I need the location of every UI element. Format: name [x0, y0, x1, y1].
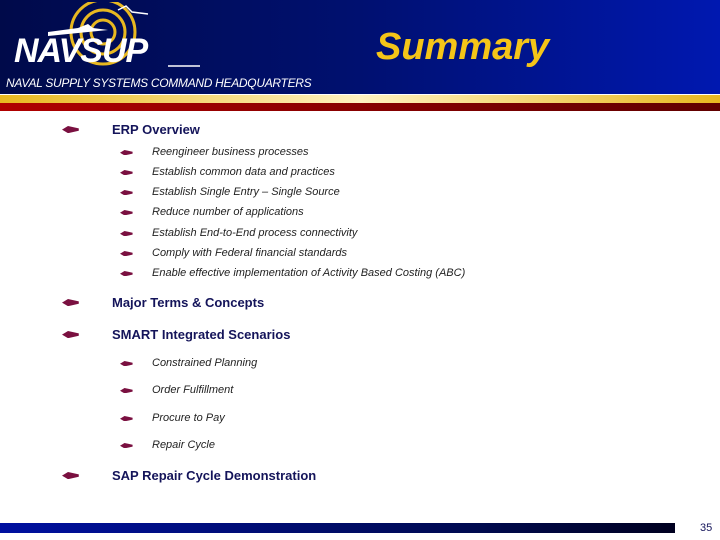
- diamond-bullet-icon: [62, 299, 79, 306]
- sub-bullet-item: Reengineer business processes: [152, 146, 309, 158]
- diamond-bullet-icon: [120, 443, 133, 448]
- diamond-bullet-icon: [120, 251, 133, 256]
- bullet-item: ERP Overview: [112, 122, 200, 137]
- sub-bullet-item: Constrained Planning: [152, 357, 258, 369]
- footer-bar: [0, 523, 675, 533]
- diamond-bullet-icon: [120, 388, 133, 393]
- diamond-bullet-icon: [62, 331, 79, 338]
- sub-bullet-item: Enable effective implementation of Activity Based Costing (ABC): [152, 267, 466, 279]
- bullet-item: Major Terms & Concepts: [112, 295, 265, 310]
- gold-stripe: [0, 95, 720, 103]
- page-number: 35: [700, 522, 713, 534]
- diamond-bullet-icon: [120, 231, 133, 236]
- sub-bullet-item: Repair Cycle: [152, 439, 215, 451]
- slide-header: [0, 0, 720, 94]
- bullet-item: SMART Integrated Scenarios: [112, 327, 291, 342]
- sub-bullet-item: Establish Single Entry – Single Source: [152, 186, 340, 198]
- bullet-item: SAP Repair Cycle Demonstration: [112, 468, 317, 483]
- sub-bullet-item: Procure to Pay: [152, 412, 225, 424]
- diamond-bullet-icon: [62, 126, 79, 133]
- organization-name: NAVAL SUPPLY SYSTEMS COMMAND HEADQUARTERS: [6, 76, 312, 90]
- red-stripe: [0, 103, 720, 111]
- sub-bullet-item: Order Fulfillment: [152, 384, 234, 396]
- sub-bullet-item: Reduce number of applications: [152, 206, 304, 218]
- sub-bullet-item: Establish End-to-End process connectivity: [152, 227, 358, 239]
- slide-title: Summary: [376, 26, 550, 68]
- diamond-bullet-icon: [120, 170, 133, 175]
- sub-bullet-item: Comply with Federal financial standards: [152, 247, 348, 259]
- diamond-bullet-icon: [120, 210, 133, 215]
- diamond-bullet-icon: [62, 472, 79, 479]
- diamond-bullet-icon: [120, 361, 133, 366]
- logo-text: NAVSUP: [14, 32, 148, 70]
- sub-bullet-item: Establish common data and practices: [152, 166, 335, 178]
- diamond-bullet-icon: [120, 150, 133, 155]
- diamond-bullet-icon: [120, 416, 133, 421]
- diamond-bullet-icon: [120, 271, 133, 276]
- diamond-bullet-icon: [120, 190, 133, 195]
